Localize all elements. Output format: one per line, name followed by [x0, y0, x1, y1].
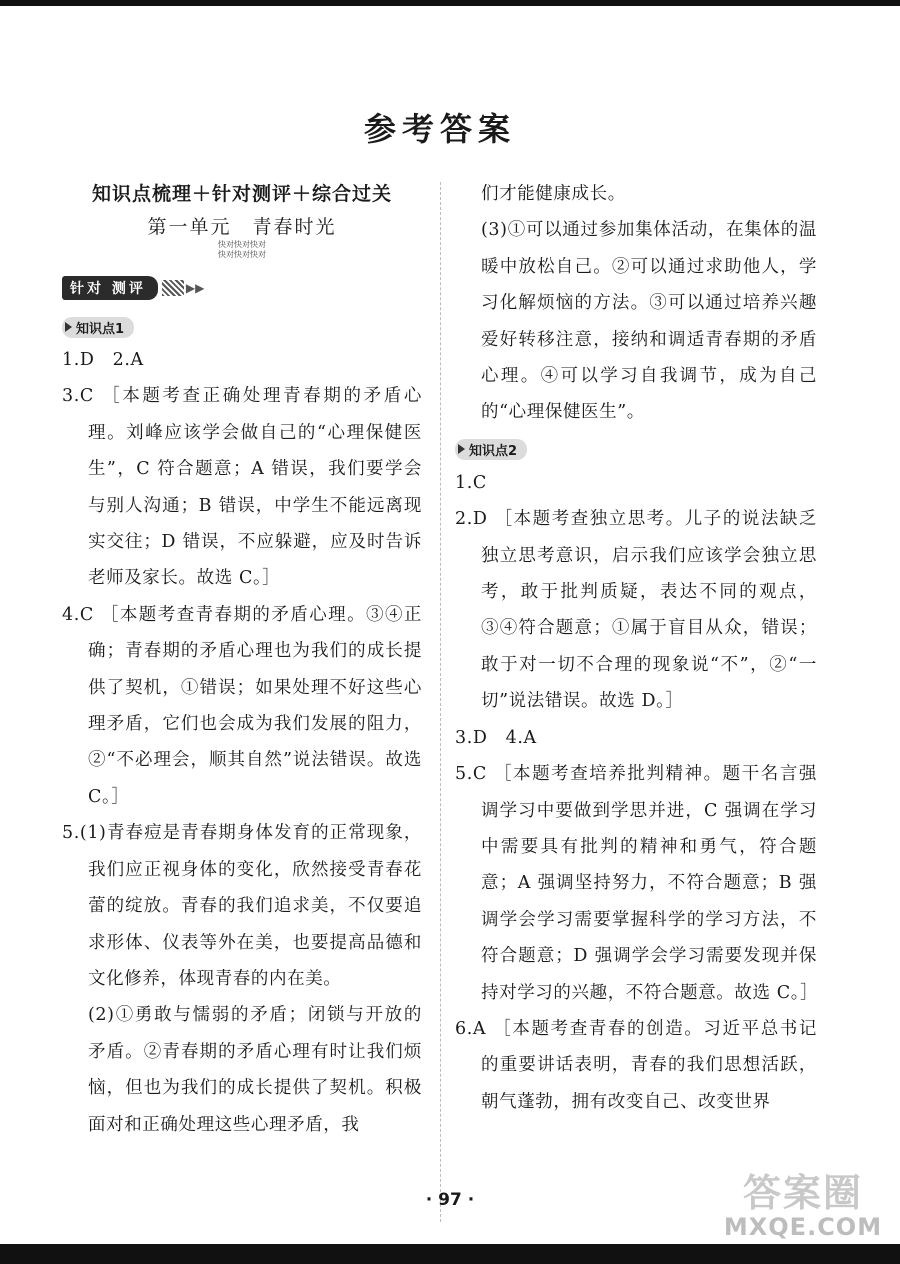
answer-item-continued: (3)①可以通过参加集体活动，在集体的温暖中放松自己。②可以通过求助他人，学习化解烦恼的方法。③可以通过培养兴趣爱好转移注意，接纳和调适青春期的矛盾心理。④可以学习自我调节，成为自己的“心理保健医生”。	[481, 220, 817, 423]
test-banner	[62, 268, 422, 308]
watermark-logo-text: 答案圈	[742, 1171, 863, 1215]
answer-line: 3.D 4.A	[455, 727, 537, 748]
answer-item: 3.C ［本题考查正确处理青春期的矛盾心理。刘峰应该学会做自己的“心理保健医生”，C 符合题意；A 错误，我们要学会与别人沟通；B 错误，中学生不能远离现实交往；D 错误，不应躲避，应及时告诉老师及家长。故选 C。］	[62, 386, 422, 589]
answer-item: 5.C ［本题考查培养批判精神。题干名言强调学习中要做到学思并进，C 强调在学习中需要具有批判的精神和勇气，符合题意；A 强调坚持努力，不符合题意；B 强调学会学习需要掌握科学的学习方法，不符合题意；D 强调学会学习需要发现并保持对学习的兴趣，不符合题意。故选 C。］	[455, 764, 819, 1003]
answer-line: 1.D 2.A	[62, 350, 144, 370]
answer-item: 6.A ［本题考查青春的创造。习近平总书记的重要讲话表明，青春的我们思想活跃，朝气蓬勃，拥有改变自己、改变世界	[455, 1018, 817, 1112]
answer-item: 2.D ［本题考查独立思考。儿子的说法缺乏独立思考意识，启示我们应该学会独立思考，敢于批判质疑，表达不同的观点，③④符合题意；①属于盲目从众，错误；敢于对一切不合理的现象说“不”，②“一切”说法错误。故选 D。］	[455, 509, 817, 712]
test-banner-label: 针对 测评	[62, 276, 158, 300]
top-border	[0, 0, 900, 6]
unit-title: 第一单元 青春时光	[147, 216, 337, 238]
answer-line: 1.C	[455, 472, 487, 493]
knowledge-point-1-label: 知识点1	[62, 312, 422, 342]
site-watermark	[718, 1172, 888, 1242]
tiny-note-line-1: 快对快对快对	[218, 240, 266, 249]
answer-item: 5.(1)青春痘是青春期身体发育的正常现象，我们应正视身体的变化，欣然接受青春花蕾的绽放。青春的我们追求美，不仅要追求形体、仪表等外在美，也要提高品德和文化修养，体现青春的内在美。	[62, 823, 422, 989]
answer-item: 4.C ［本题考查青春期的矛盾心理。③④正确；青春期的矛盾心理也为我们的成长提供了契机，①错误；如果处理不好这些心理矛盾，它们也会成为我们发展的阻力，②“不必理会，顺其自然”说法错误。故选 C。］	[62, 604, 422, 807]
tiny-note-line-2: 快对快对快对	[218, 250, 266, 259]
page-title: 参考答案	[363, 110, 516, 148]
knowledge-point-2-label: 知识点2	[455, 435, 817, 465]
answer-item-continued: (2)①勇敢与懦弱的矛盾；闭锁与开放的矛盾。②青春期的矛盾心理有时让我们烦恼，但也为我们的成长提供了契机。积极面对和正确处理这些心理矛盾，我	[88, 1005, 422, 1135]
right-column	[455, 176, 817, 1120]
hatch-decoration	[162, 280, 184, 296]
tiny-note	[62, 240, 422, 262]
column-divider	[440, 182, 441, 1222]
double-arrow-icon: ▶▶	[185, 281, 205, 295]
watermark-url: MXQE.COM	[723, 1213, 883, 1241]
left-column	[62, 176, 422, 1143]
bottom-border	[0, 1244, 900, 1264]
answer-item-continued: 们才能健康成长。	[481, 184, 626, 204]
page-number: · 97 ·	[425, 1190, 475, 1210]
section-header: 知识点梳理＋针对测评＋综合过关	[91, 183, 392, 205]
